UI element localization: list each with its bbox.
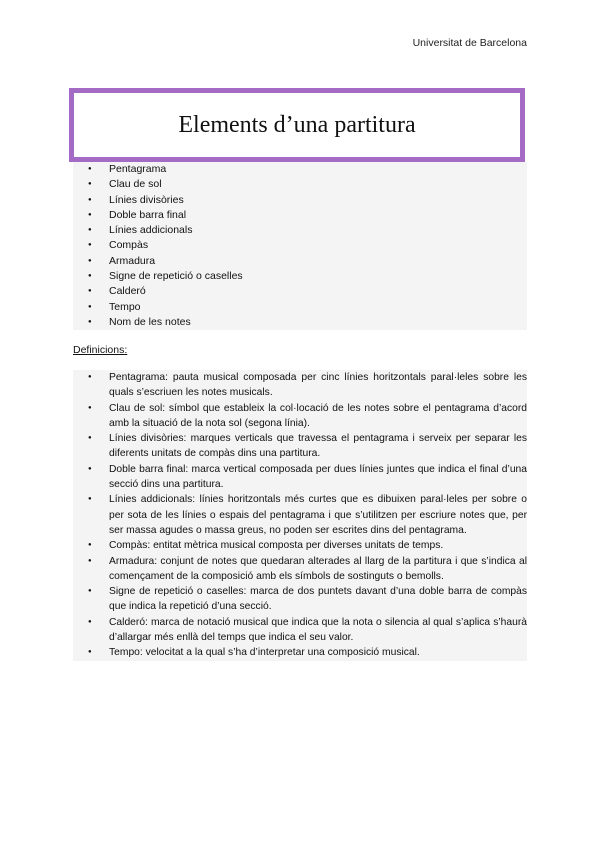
list-item: ● Línies addicionals xyxy=(73,223,527,238)
definition-item: ● Pentagrama: pauta musical composada per cinc línies horitzontals paral·leles sobre les quals s’escriuen les notes musicals. xyxy=(73,370,527,401)
page-header: Universitat de Barcelona xyxy=(412,37,527,49)
list-item: ● Doble barra final xyxy=(73,208,527,223)
elements-list xyxy=(73,162,527,330)
list-item: ● Compàs xyxy=(73,238,527,253)
page-title: Elements d’una partitura xyxy=(178,111,416,138)
list-item: ● Armadura xyxy=(73,254,527,269)
list-item: ● Calderó xyxy=(73,284,527,299)
definition-item: ● Línies addicionals: línies horitzontals més curtes que es dibuixen paral·leles per sobre o per sota de les línies o espais del pentagrama i que s’utilitzen per escriure notes que, per ser massa agudes o massa greus, no poden ser escrites dins del pentagrama. xyxy=(73,492,527,538)
definition-item: ● Doble barra final: marca vertical composada per dues línies juntes que indica el final d’una secció dins una partitura. xyxy=(73,462,527,493)
list-item: ● Signe de repetició o caselles xyxy=(73,269,527,284)
definitions-list xyxy=(73,370,527,661)
definition-item: ● Calderó: marca de notació musical que indica que la nota o silencia al qual s’aplica s’haurà d’allargar més enllà del temps que indica el seu valor. xyxy=(73,615,527,646)
list-item: ● Nom de les notes xyxy=(73,315,527,330)
definition-item: ● Armadura: conjunt de notes que quedaran alterades al llarg de la partitura i que s’indica al començament de la composició amb els símbols de sostinguts o bemolls. xyxy=(73,554,527,585)
definition-item: ● Clau de sol: símbol que estableix la col·locació de les notes sobre el pentagrama d’acord amb la situació de la nota sol (segona línia). xyxy=(73,401,527,432)
list-item: ● Clau de sol xyxy=(73,177,527,192)
definition-item: ● Signe de repetició o caselles: marca de dos puntets davant d’una doble barra de compàs que indica la repetició d’una secció. xyxy=(73,584,527,615)
definitions-label: Definicions xyxy=(73,344,125,356)
list-item: ● Pentagrama xyxy=(73,162,527,177)
list-item: ● Línies divisòries xyxy=(73,193,527,208)
definition-item: ● Tempo: velocitat a la qual s’ha d’interpretar una composició musical. xyxy=(73,645,527,660)
definition-item: ● Compàs: entitat mètrica musical composta per diverses unitats de temps. xyxy=(73,538,527,553)
list-item: ● Tempo xyxy=(73,300,527,315)
definitions-heading xyxy=(73,344,127,356)
definition-item: ● Línies divisòries: marques verticals que travessa el pentagrama i serveix per separar les diferents unitats de compàs dins una partitura. xyxy=(73,431,527,462)
title-box xyxy=(69,88,525,162)
definitions-colon: : xyxy=(124,344,128,356)
